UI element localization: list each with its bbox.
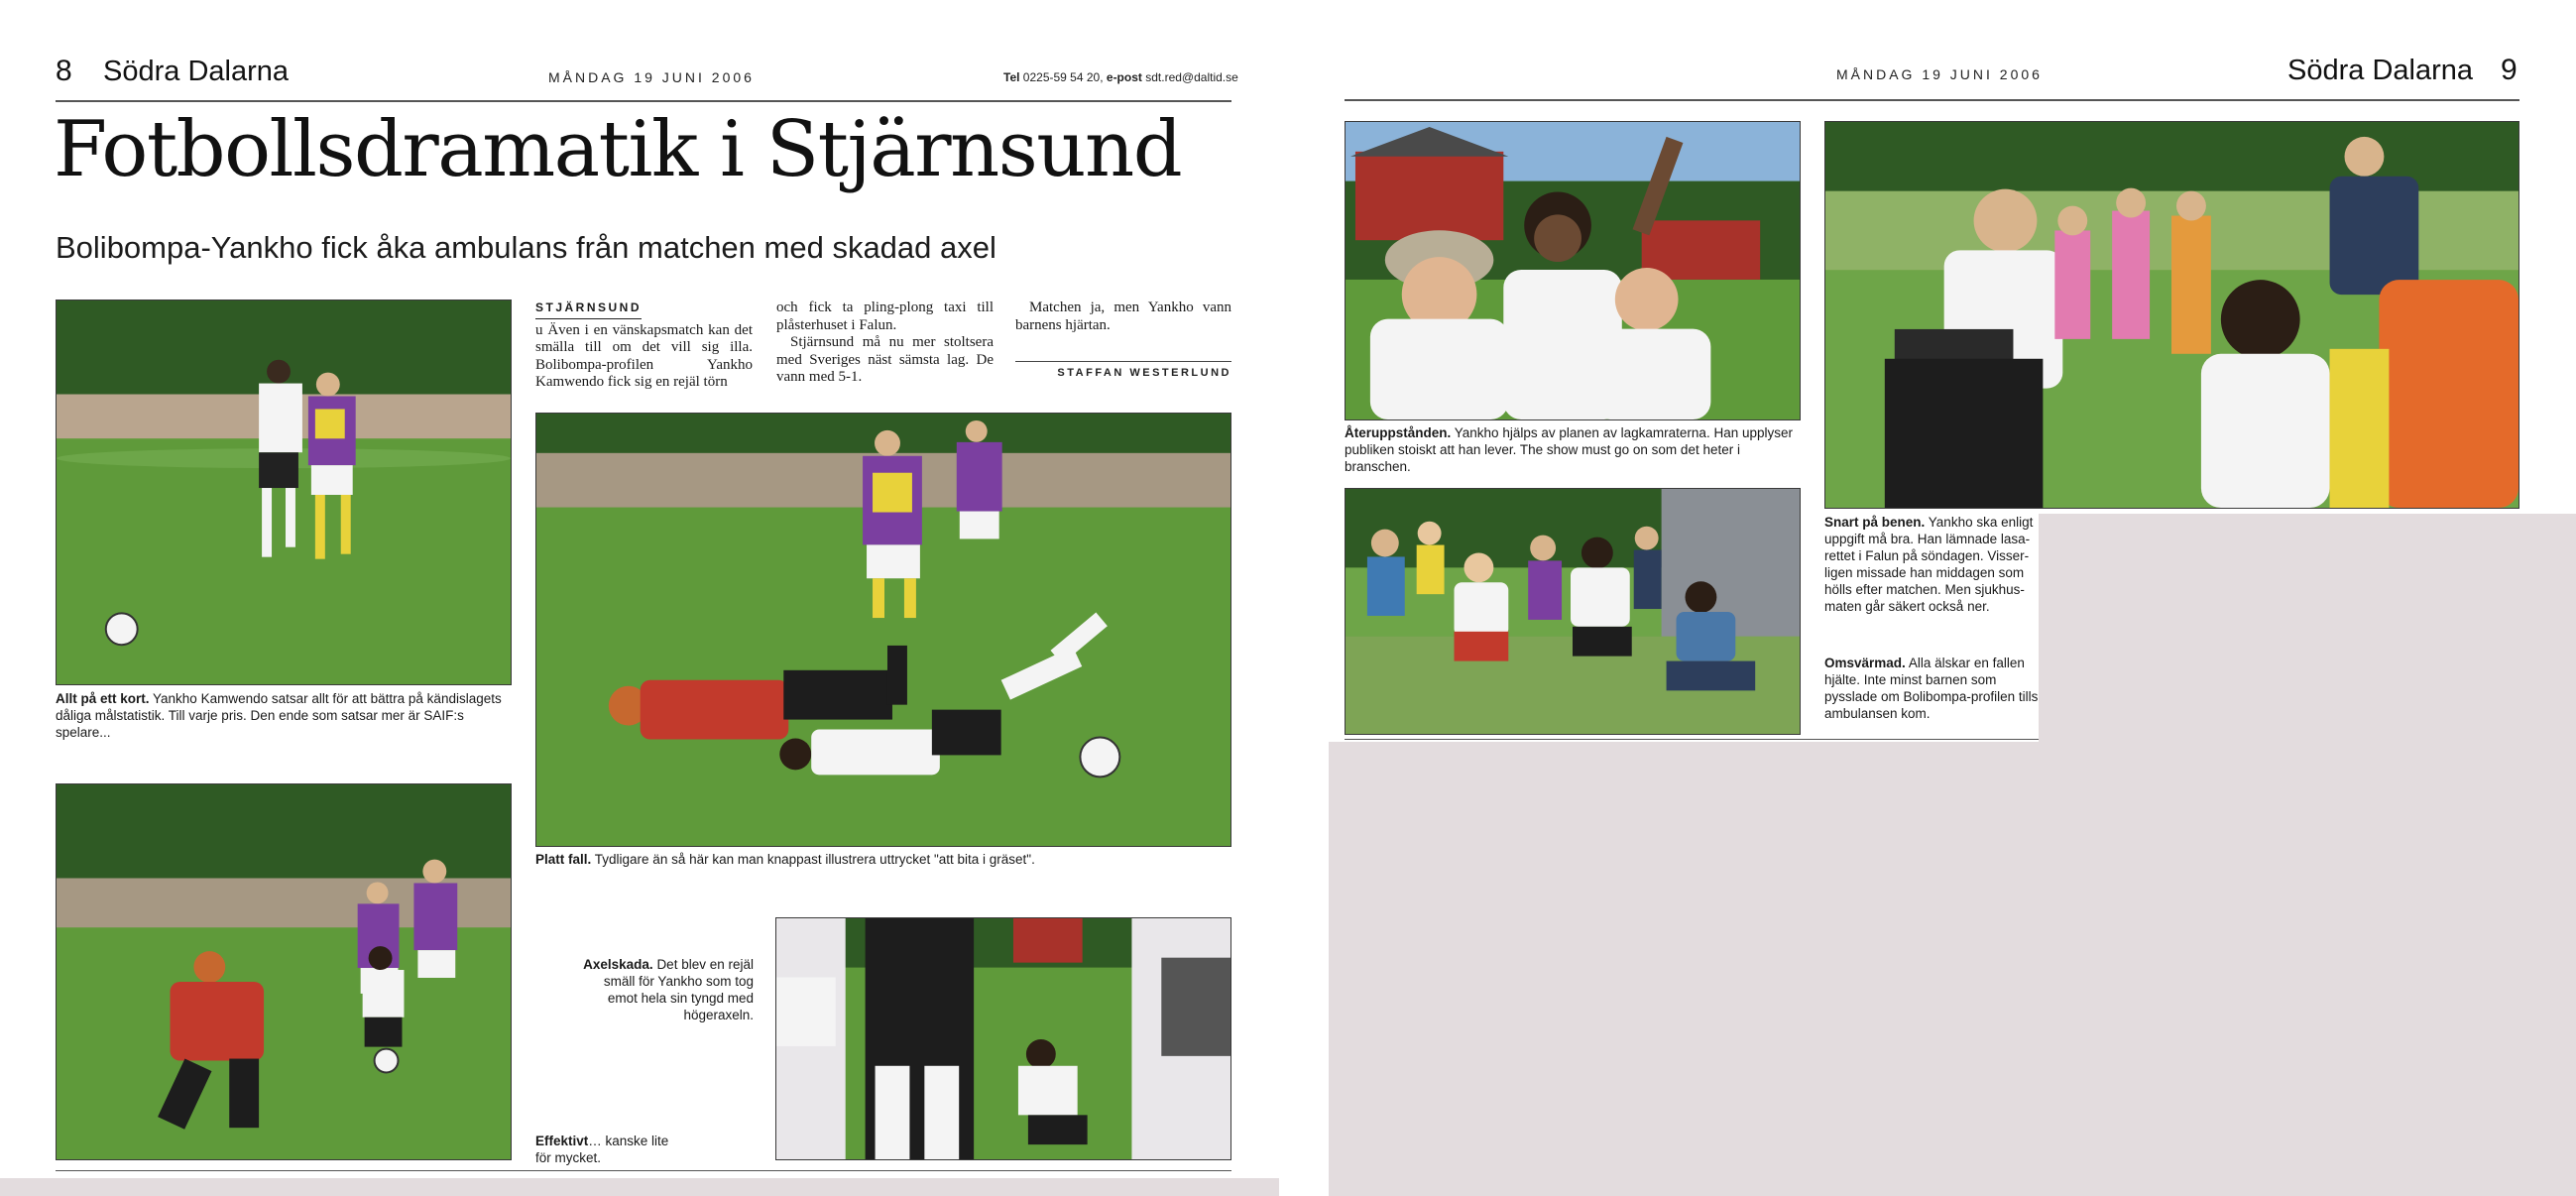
email-address: sdt.red@daltid.se [1145,70,1238,84]
footer-rule-right [1345,739,2039,740]
caption-photo1 [56,690,512,741]
caption-photo4 [577,956,754,1023]
section-name-right: Södra Dalarna [2287,55,2473,86]
subheadline: Bolibompa-Yankho fick åka ambulans från matchen med skadad axel [56,230,996,265]
caption-photo5 [1345,424,1801,475]
caption-photo7-lead: Omsvärmad. [1824,656,1906,670]
header-rule-left [56,100,1231,102]
issue-date-left: MÅNDAG 19 JUNI 2006 [548,69,755,85]
photo-teammates-helping [1345,121,1801,420]
caption-photo3-lead: Effektivt [535,1134,589,1148]
caption-photo6 [1824,514,2039,615]
article-col2 [776,299,994,387]
background-right-side [2039,514,2576,752]
footer-rule-left [56,1170,1231,1171]
contact-info [1003,70,1238,84]
caption-photo1-text: Yankho Kamwendo satsar allt för att bättra på kändislagets dåliga målstatistik. Till varje pris. Den ende som satsar mer är SAIF:s spelare... [56,691,502,740]
page-number-left: 8 [56,55,72,87]
caption-photo7 [1824,655,2039,722]
tel-number: 0225-59 54 20, [1022,70,1104,84]
caption-photo6-lead: Snart på benen. [1824,515,1926,530]
photo-goalkeeper-fall [535,413,1231,847]
article-col3-text: Matchen ja, men Yankho vann barnens hjärtan. [1015,299,1231,333]
caption-photo7-text: Alla älskar en fallen hjälte. Inte minst barnen som pysslade om Bolibompa-profilen tills ambulansen kom. [1824,656,2039,721]
caption-photo1-lead: Allt på ett kort. [56,691,150,706]
article-col1 [535,299,753,392]
photo-players-running [56,299,512,685]
page-number-right: 9 [2501,54,2517,86]
caption-photo2-text: Tydligare än så här kan man knappast illustrera uttrycket "att bita i gräset". [594,852,1035,867]
photo-goalkeeper-dive [56,783,512,1160]
issue-date-right: MÅNDAG 19 JUNI 2006 [1836,66,2043,82]
photo-yankho-with-children [1824,121,2519,509]
article-byline: STAFFAN WESTERLUND [1057,367,1231,379]
article-col1-text: u Även i en vänskapsmatch kan det smälla till om det vill sig illa. Bolibompa-profilen Yankho Kamwendo fick sig en rejäl törn [535,321,753,390]
caption-photo3 [535,1133,674,1166]
caption-photo5-text: Yankho hjälps av planen av lagkamraterna. Han upplyser publiken stoiskt att han lever. The show must go on som det heter i branschen. [1345,425,1793,474]
background-right-lower [1329,742,2576,1196]
photo-group-sitting [1345,488,1801,735]
article-dateline: STJÄRNSUND [535,299,642,319]
header-rule-right [1345,99,2519,101]
article-col2-p2: Stjärnsund må nu mer stoltsera med Sveriges näst sämsta lag. De vann med 5-1. [776,334,994,385]
email-label: e-post [1106,70,1142,84]
background-bottom-left [0,1178,1279,1196]
article-col3 [1015,299,1231,334]
headline: Fotbollsdramatik i Stjärnsund [54,105,1182,194]
caption-photo6-text: Yankho ska enligt uppgift må bra. Han lämnade lasarettet i Falun på söndagen. Visserligen missade han middagen som hölls efter matchen. Men sjukhusmaten går säkert också ner. [1824,515,2034,614]
byline-rule [1015,361,1231,362]
caption-photo3-text: … kanske lite för mycket. [535,1134,669,1165]
caption-photo5-lead: Återuppstånden. [1345,425,1452,440]
caption-photo4-text: Det blev en rejäl smäll för Yankho som tog emot hela sin tyngd med högeraxeln. [603,957,754,1022]
photo-shoulder-injury [775,917,1231,1160]
caption-photo4-lead: Axelskada. [583,957,653,972]
caption-photo2 [535,851,1231,868]
article-col2-p1: och fick ta pling-plong taxi till plåsterhuset i Falun. [776,299,994,333]
section-name-left: Södra Dalarna [103,56,289,87]
caption-photo2-lead: Platt fall. [535,852,592,867]
tel-label: Tel [1003,70,1020,84]
